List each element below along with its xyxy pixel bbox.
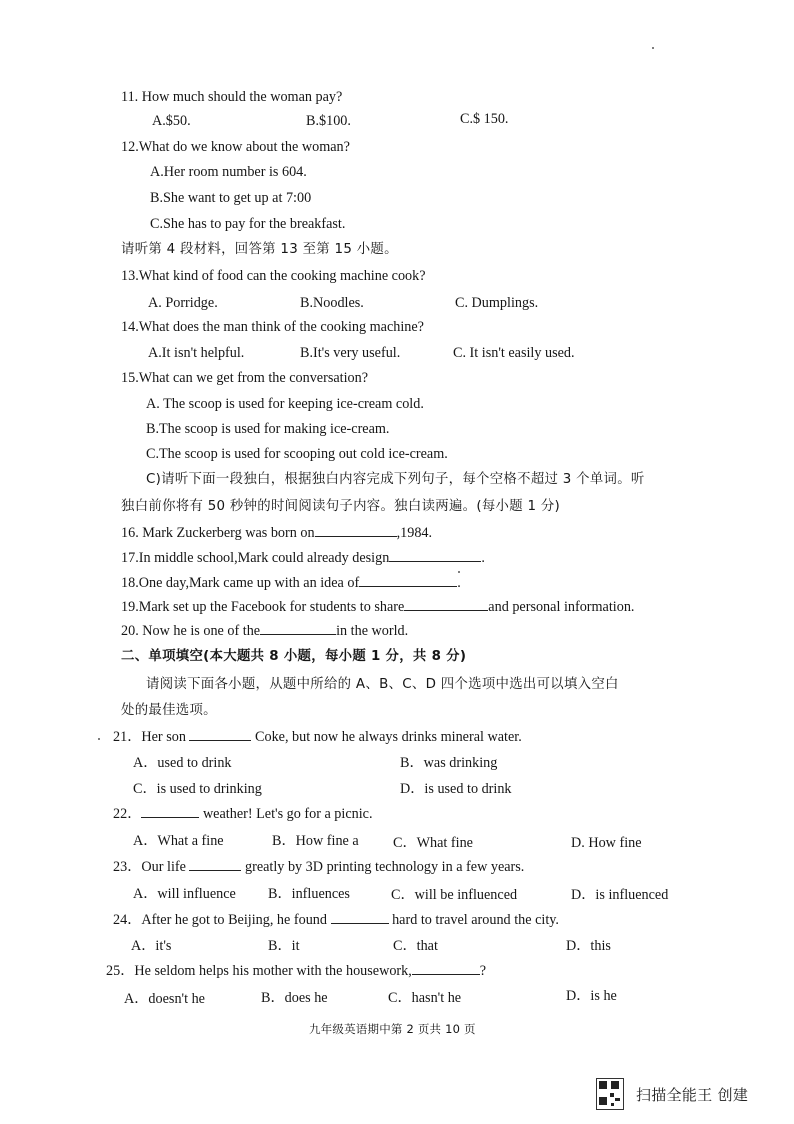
q20 <box>121 622 408 640</box>
q25-stem <box>106 962 486 980</box>
q23-text: Our life <box>141 859 186 875</box>
q25-blank <box>412 962 480 975</box>
page-footer: 九年级英语期中第 2 页共 10 页 <box>309 1022 476 1036</box>
q21-number: 21． <box>113 729 142 745</box>
q24-text: After he got to Beijing, he found <box>141 912 327 928</box>
q20-text: 20. Now he is one of the <box>121 623 261 639</box>
q21-option-c: C．is used to drinking <box>133 781 262 797</box>
scan-speck <box>652 47 654 49</box>
q15-option-a: A. The scoop is used for keeping ice-cream cold. <box>146 396 424 412</box>
q15-option-b: B.The scoop is used for making ice-cream. <box>146 421 390 437</box>
q23-option-c: C．will be influenced <box>391 887 518 903</box>
q12-stem: 12.What do we know about the woman? <box>121 139 350 155</box>
q12-option-a: A.Her room number is 604. <box>150 164 307 180</box>
q23-option-d: D．is influenced <box>571 887 669 903</box>
q16-blank <box>315 524 397 537</box>
q21-option-a: A．used to drink <box>133 755 232 771</box>
scanner-qr-logo <box>596 1078 624 1110</box>
section2-title: 二、单项填空(本大题共 8 小题，每小题 1 分，共 8 分) <box>121 649 467 664</box>
q12-option-b: B.She want to get up at 7:00 <box>150 190 312 206</box>
part-c-instruction-line1: C)请听下面一段独白，根据独白内容完成下列句子，每个空格不超过 3 个单词。听 <box>146 472 645 487</box>
q17-blank <box>389 549 481 562</box>
q25-text: He seldom helps his mother with the housework, <box>134 963 412 979</box>
q22-number: 22． <box>113 806 142 822</box>
q14-stem: 14.What does the man think of the cooking machine? <box>121 319 424 335</box>
q19-text-after: and personal information. <box>488 599 635 615</box>
q11-option-a: A.$50. <box>152 113 191 129</box>
part-c-instruction-line2: 独白前你将有 50 秒钟的时间阅读句子内容。独白读两遍。(每小题 1 分) <box>121 499 561 514</box>
section2-instruction-line2: 处的最佳选项。 <box>121 703 217 718</box>
q25-option-c: C．hasn't he <box>388 990 462 1006</box>
q22-option-a: A．What a fine <box>133 833 224 849</box>
q14-option-c: C. It isn't easily used. <box>453 345 575 361</box>
q23-text-after: greatly by 3D printing technology in a few years. <box>245 859 525 875</box>
q14-option-a: A.It isn't helpful. <box>148 345 245 361</box>
q21-blank <box>189 728 251 741</box>
q15-option-c: C.The scoop is used for scooping out cold ice-cream. <box>146 446 448 462</box>
q19-text: 19.Mark set up the Facebook for students to share <box>121 599 405 615</box>
q11-option-b: B.$100. <box>306 113 351 129</box>
q22-option-d: D. How fine <box>571 835 642 851</box>
q23-number: 23． <box>113 859 142 875</box>
q13-option-a: A. Porridge. <box>148 295 218 311</box>
q11-option-c: C.$ 150. <box>460 111 509 127</box>
q21-text: Her son <box>141 729 186 745</box>
q25-number: 25． <box>106 963 135 979</box>
q23-stem <box>113 858 524 876</box>
q24-stem <box>113 911 559 929</box>
q24-blank <box>331 911 389 924</box>
q13-option-b: B.Noodles. <box>300 295 364 311</box>
q16-text: 16. Mark Zuckerberg was born on <box>121 525 315 541</box>
q25-option-b: B．does he <box>261 990 328 1006</box>
q20-blank <box>260 622 336 635</box>
q16-text-after: ,1984. <box>396 525 433 541</box>
q12-option-c: C.She has to pay for the breakfast. <box>150 216 346 232</box>
q25-text-after: ? <box>479 963 487 979</box>
scan-speck <box>98 738 100 740</box>
scan-speck <box>458 571 460 573</box>
q25-option-d: D．is he <box>566 988 617 1004</box>
q21-text-after: Coke, but now he always drinks mineral water. <box>255 729 522 745</box>
q22-stem <box>113 805 373 823</box>
q19-blank <box>404 598 488 611</box>
q18 <box>121 574 461 592</box>
scanner-text: 扫描全能王 创建 <box>636 1085 749 1104</box>
q24-text-after: hard to travel around the city. <box>392 912 559 928</box>
q22-blank <box>141 805 199 818</box>
q22-option-b: B．How fine a <box>272 833 359 849</box>
q17-text: 17.In middle school,Mark could already design <box>121 550 390 566</box>
q18-blank <box>359 574 457 587</box>
q17-text-after: . <box>481 550 485 566</box>
q16 <box>121 524 432 542</box>
q24-option-b: B．it <box>268 938 300 954</box>
q21-option-d: D．is used to drink <box>400 781 512 797</box>
q23-blank <box>189 858 241 871</box>
q13-stem: 13.What kind of food can the cooking machine cook? <box>121 268 426 284</box>
q24-option-d: D．this <box>566 938 611 954</box>
q22-option-c: C．What fine <box>393 835 473 851</box>
section2-instruction-line1: 请阅读下面各小题，从题中所给的 A、B、C、D 四个选项中选出可以填入空白 <box>146 677 619 692</box>
q21-stem <box>113 728 522 746</box>
q24-option-a: A．it's <box>131 938 172 954</box>
q13-option-c: C. Dumplings. <box>455 295 539 311</box>
q25-option-a: A．doesn't he <box>124 991 205 1007</box>
section4-instruction: 请听第 4 段材料，回答第 13 至第 15 小题。 <box>121 242 398 257</box>
q18-text: 18.One day,Mark came up with an idea of <box>121 575 360 591</box>
q19 <box>121 598 634 616</box>
q23-option-a: A．will influence <box>133 886 236 902</box>
q15-stem: 15.What can we get from the conversation? <box>121 370 368 386</box>
q22-text-after: weather! Let's go for a picnic. <box>202 806 373 822</box>
q17 <box>121 549 485 567</box>
q14-option-b: B.It's very useful. <box>300 345 401 361</box>
scanner-watermark <box>596 1078 748 1110</box>
q11-stem: 11. How much should the woman pay? <box>121 89 343 105</box>
q24-number: 24． <box>113 912 142 928</box>
q24-option-c: C．that <box>393 938 438 954</box>
q18-text-after: . <box>457 575 461 591</box>
q21-option-b: B．was drinking <box>400 755 498 771</box>
q20-text-after: in the world. <box>336 623 409 639</box>
q23-option-b: B．influences <box>268 886 350 902</box>
